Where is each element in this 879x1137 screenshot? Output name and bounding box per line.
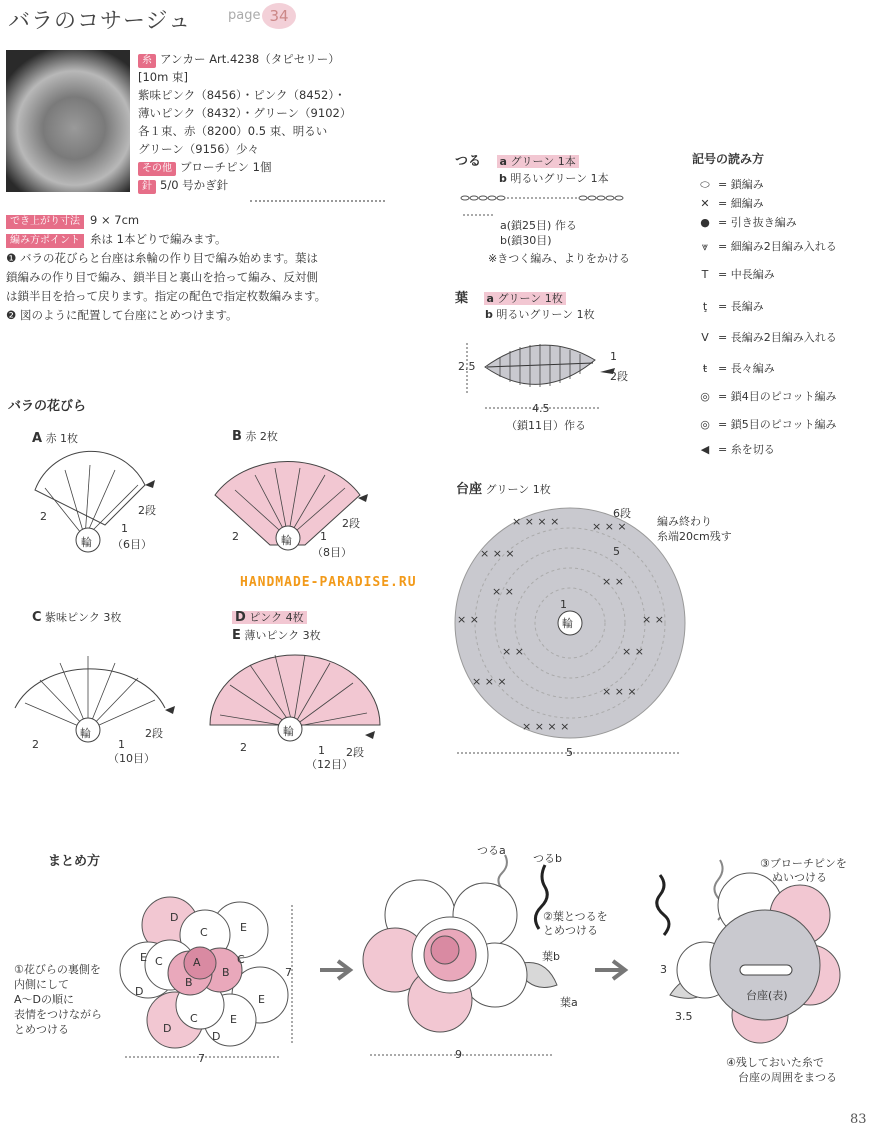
point-text: 糸は 1本どりで編みます。 xyxy=(90,232,227,246)
dim-label: 3.5 xyxy=(675,1010,693,1023)
petal-letter: E xyxy=(240,921,247,934)
row-label: 2段 xyxy=(346,746,364,759)
leaf-a-text: グリーン 1枚 xyxy=(497,292,563,305)
dim-label: 2 xyxy=(32,738,39,751)
tendril-a-label: つるa xyxy=(477,844,506,857)
tendril-a-key: a xyxy=(499,155,507,168)
yarn-line: 紫味ピンク（8456）・ピンク（8452）・ xyxy=(138,88,346,102)
yarn-line: グリーン（9156）少々 xyxy=(138,142,260,156)
petal-letter: D xyxy=(163,1022,172,1035)
legend-item: ⬭ = 鎖編み xyxy=(692,176,764,196)
tendril-b-row xyxy=(499,170,609,186)
petal-c-label: C 紫味ピンク 3枚 xyxy=(32,610,122,625)
assembly-dim-lines xyxy=(120,895,300,1065)
row-label: 6段 xyxy=(613,507,631,520)
row-label: 2段 xyxy=(138,504,156,517)
leaf-chain-label: （鎖11目）作る xyxy=(506,419,586,432)
petal-letter: A xyxy=(193,956,201,969)
ring-label: 輪 xyxy=(281,534,292,547)
leaf-b-key: b xyxy=(485,308,493,321)
petal-letter: E xyxy=(140,951,147,964)
legend-item: ◎ = 鎖4目のピコット編み xyxy=(692,388,837,408)
tendril-section xyxy=(455,150,579,169)
legend-item: V = 長編み2目編み入れる xyxy=(692,329,837,349)
petal-e-label: E 薄いピンク 3枚 xyxy=(232,628,321,643)
other-text: ブローチピン 1個 xyxy=(180,160,272,174)
row-label: 1 xyxy=(320,530,327,543)
sc-increase-icon: ⩔ xyxy=(701,240,709,253)
legend-item: ◀ = 糸を切る xyxy=(692,441,775,461)
petal-b-label: B 赤 2枚 xyxy=(232,429,278,444)
tendril-b-label: つるb xyxy=(533,852,562,865)
dim-label: 2 xyxy=(240,741,247,754)
svg-text:× × × ×: × × × × xyxy=(512,515,560,528)
specs-block xyxy=(6,211,326,325)
leaf-a-key: a xyxy=(486,292,494,305)
legend-item: ● = 引き抜き編み xyxy=(692,214,797,234)
picot4-icon: ◎ xyxy=(700,390,710,403)
legend-title: 記号の読み方 xyxy=(692,152,765,166)
picot5-icon: ◎ xyxy=(700,418,710,431)
leaf-height-label: 2.5 xyxy=(458,360,476,373)
cut-yarn-icon: ◀ xyxy=(700,443,710,456)
dim-label: 3 xyxy=(660,963,667,976)
legend-item: ◎ = 鎖5目のピコット編み xyxy=(692,416,837,436)
svg-text:× ×: × × xyxy=(502,645,524,658)
stitch-count: （8目） xyxy=(312,546,352,559)
step-text: は鎖半目を拾って戻ります。指定の配色で指定枚数編みます。 xyxy=(6,289,327,303)
dim-label: 9 xyxy=(455,1048,462,1061)
base-header: 台座 グリーン 1枚 xyxy=(456,482,551,497)
yarn-line: 各１束、赤（8200）0.5 束、明るい xyxy=(138,124,328,138)
double-crochet-icon: ţ xyxy=(702,300,708,313)
arrow-right-icon xyxy=(593,958,633,982)
svg-text:× × ×: × × × xyxy=(480,547,515,560)
svg-text:× × ×: × × × xyxy=(602,685,637,698)
step-text: ❶ バラの花びらと台座は糸輪の作り目で編み始めます。葉は xyxy=(6,251,319,265)
row-label: 1 xyxy=(560,598,567,611)
row-label: 1 xyxy=(318,744,325,757)
ring-label: 輪 xyxy=(80,727,91,740)
leaf-width-label: 4.5 xyxy=(532,402,550,415)
svg-text:× ×: × × xyxy=(457,613,479,626)
legend-item: ✕ = 細編み xyxy=(692,195,764,215)
petal-letter: D xyxy=(212,1030,221,1043)
page-number: 83 xyxy=(850,1112,867,1127)
tendril-chain-diagram xyxy=(455,190,635,220)
step-text: ❷ 図のように配置して台座にとめつけます。 xyxy=(6,308,238,322)
tendril-a-text: グリーン 1本 xyxy=(510,155,576,168)
assembly-title: まとめ方 xyxy=(48,854,101,869)
slip-stitch-icon: ● xyxy=(700,216,710,229)
svg-text:× ×: × × xyxy=(602,575,624,588)
petal-a-label: A 赤 1枚 xyxy=(32,431,79,446)
svg-text:× × ×: × × × xyxy=(472,675,507,688)
base-label: 台座(表) xyxy=(746,989,788,1002)
size-text: 9 × 7cm xyxy=(90,213,140,227)
size-tag: でき上がり寸法 xyxy=(6,215,84,229)
chain-stitch-icon: ⬭ xyxy=(700,178,710,191)
petal-b-diagram xyxy=(210,450,380,560)
row-label: 1 xyxy=(118,738,125,751)
point-tag: 編み方ポイント xyxy=(6,234,84,248)
tendril-b-text: 明るいグリーン 1本 xyxy=(510,172,609,185)
end-note: 編み終わり xyxy=(657,515,712,528)
base-width-label: 5 xyxy=(566,746,573,759)
needle-text: 5/0 号かぎ針 xyxy=(160,178,229,192)
petal-letter: D xyxy=(135,985,144,998)
page-number-badge: 34 xyxy=(262,3,296,29)
petal-d-label: D ピンク 4枚 xyxy=(232,609,307,625)
yarn-line: [10m 束] xyxy=(138,70,188,84)
leaf-b-label: 葉b xyxy=(542,950,560,963)
tendril-b-key: b xyxy=(499,172,507,185)
watermark-text: HANDMADE-PARADISE.RU xyxy=(240,575,417,590)
page-title: バラのコサージュ xyxy=(8,9,192,34)
assembly-note-2: ②葉とつるを とめつける xyxy=(543,910,608,937)
row-label: 2段 xyxy=(342,517,360,530)
svg-text:× ×: × × xyxy=(622,645,644,658)
materials-block xyxy=(138,50,351,194)
stitch-count: （6目） xyxy=(112,538,152,551)
assembly-note-3: ③ブローチピンを ぬいつける xyxy=(760,857,847,884)
legend-item: ŧ = 長々編み xyxy=(692,360,775,380)
assembly-note-1: ①花びらの裏側を 内側にして A～Dの順に 表情をつけながら とめつける xyxy=(14,963,102,1036)
tendril-title: つる xyxy=(455,154,482,169)
row-label: 2段 xyxy=(145,727,163,740)
leaf-b-row xyxy=(485,306,595,322)
petal-letter: C xyxy=(200,926,208,939)
ring-label: 輪 xyxy=(283,725,294,738)
svg-text:× ×: × × xyxy=(492,585,514,598)
arrow-right-icon xyxy=(318,958,358,982)
dotted-divider xyxy=(250,200,385,202)
dim-line-9 xyxy=(368,1050,558,1060)
leaf-row1-label: 1 xyxy=(610,350,617,363)
end-note: 糸端20cm残す xyxy=(657,530,732,543)
assembly-note-4: ④残しておいた糸で 台座の周囲をまつる xyxy=(726,1056,837,1084)
step-text: 鎖編みの作り目で編み、鎖半目と裏山を拾って編み、反対側 xyxy=(6,270,318,284)
yarn-tag: 糸 xyxy=(138,54,156,68)
petals-title: バラの花びら xyxy=(8,399,87,414)
ring-label: 輪 xyxy=(81,536,92,549)
dim-label: 7 xyxy=(198,1052,205,1065)
svg-text:× × ×: × × × xyxy=(592,520,627,533)
single-crochet-icon: ✕ xyxy=(700,197,710,210)
ring-label: 輪 xyxy=(562,617,573,630)
svg-text:× ×: × × xyxy=(642,613,664,626)
petal-letter: B xyxy=(222,966,230,979)
row-label: 5 xyxy=(613,545,620,558)
tendril-b-chain: b(鎖30目) xyxy=(500,234,552,247)
svg-text:× × × ×: × × × × xyxy=(522,720,570,733)
leaf-row2-label: 2段 xyxy=(610,370,628,383)
petal-letter: E xyxy=(230,1013,237,1026)
dim-label: 2 xyxy=(40,510,47,523)
treble-crochet-icon: ŧ xyxy=(702,362,708,375)
petal-letter: E xyxy=(258,993,265,1006)
corsage-photo xyxy=(6,50,130,192)
assembly-rose-stage2 xyxy=(365,845,565,1045)
dim-label: 2 xyxy=(232,530,239,543)
needle-tag: 針 xyxy=(138,180,156,194)
dim-label: 7 xyxy=(285,966,292,979)
legend-item: ţ = 長編み xyxy=(692,298,764,318)
other-tag: その他 xyxy=(138,162,176,176)
leaf-title: 葉 xyxy=(455,291,469,306)
petal-de-diagram xyxy=(205,645,385,745)
legend-item: T = 中長編み xyxy=(692,266,775,286)
petal-letter: C xyxy=(155,955,163,968)
tendril-a-chain: a(鎖25目) 作る xyxy=(500,219,577,232)
stitch-count: （12目） xyxy=(306,758,353,771)
petal-letter: B xyxy=(185,976,193,989)
leaf-a-label: 葉a xyxy=(560,996,578,1009)
petal-letter: D xyxy=(170,911,179,924)
row-label: 1 xyxy=(121,522,128,535)
leaf-b-text: 明るいグリーン 1枚 xyxy=(496,308,595,321)
yarn-line: 薄いピンク（8432）・グリーン（9102） xyxy=(138,106,352,120)
petal-letter: C xyxy=(190,1012,198,1025)
tendril-note: ※きつく編み、よりをかける xyxy=(488,252,630,265)
legend-item: ⩔ = 細編み2目編み入れる xyxy=(692,238,837,258)
yarn-line: アンカー Art.4238（タピセリー） xyxy=(160,52,340,66)
leaf-section xyxy=(455,287,566,306)
stitch-count: （10目） xyxy=(108,752,155,765)
page-label: page xyxy=(228,8,261,23)
petal-letter: C xyxy=(237,953,245,966)
half-double-icon: T xyxy=(701,268,709,281)
dc-increase-icon: V xyxy=(701,331,709,344)
